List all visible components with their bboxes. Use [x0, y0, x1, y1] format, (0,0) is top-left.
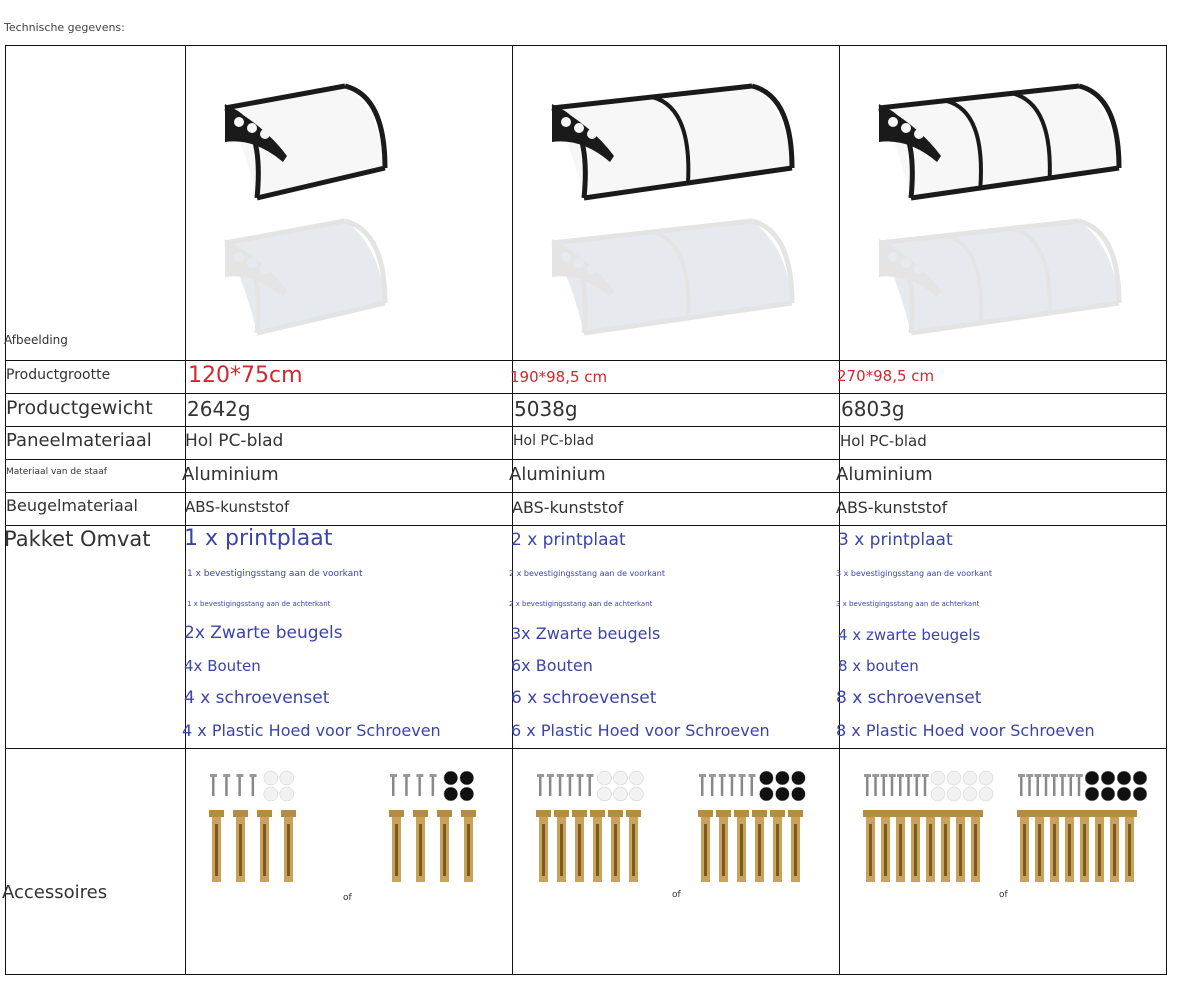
row-label-rod: Materiaal van de staaf	[6, 467, 107, 477]
screw-cap	[1085, 771, 1099, 785]
screw	[731, 776, 734, 796]
bolt-slit	[443, 824, 446, 876]
screw	[899, 776, 902, 796]
bolt-nut	[752, 810, 767, 817]
panel-material: Hol PC-blad	[513, 433, 594, 449]
bolt-slit	[722, 824, 725, 876]
screw	[874, 776, 877, 796]
screw-head	[1068, 774, 1075, 777]
package-item: 2 x printplaat	[511, 530, 626, 550]
bolt-nut	[461, 810, 476, 817]
screw-head	[1051, 774, 1058, 777]
row-divider	[6, 492, 1166, 493]
package-item: 8 x bouten	[838, 657, 919, 675]
screw-head	[547, 774, 554, 777]
bolt-slit	[467, 824, 470, 876]
screw-cap	[1117, 787, 1131, 801]
bolt-nut	[863, 810, 878, 817]
bolt-slit	[263, 824, 266, 876]
package-item: 6 x Plastic Hoed voor Schroeven	[511, 721, 770, 740]
bolt-slit	[944, 824, 947, 876]
product-image	[187, 48, 510, 358]
screw	[549, 776, 552, 796]
screw-head	[709, 774, 716, 777]
screw-head	[577, 774, 584, 777]
row-label-panel: Paneelmateriaal	[6, 430, 152, 451]
bolt-nut	[389, 810, 404, 817]
bracket-material: ABS-kunststof	[185, 498, 290, 516]
bolt-nut	[908, 810, 923, 817]
panel-material: Hol PC-blad	[185, 431, 284, 451]
screw	[1020, 776, 1023, 796]
screw	[539, 776, 542, 796]
package-item: 2 x bevestigingsstang aan de achterkant	[509, 600, 653, 608]
row-divider	[6, 360, 1166, 361]
screw-cap	[963, 787, 977, 801]
screw	[751, 776, 754, 796]
row-label-package: Pakket Omvat	[4, 527, 151, 551]
screw	[225, 776, 228, 796]
screw-head	[403, 774, 410, 777]
awning-image-2-panel	[514, 48, 837, 358]
bolt-slit	[929, 824, 932, 876]
bolt-nut	[938, 810, 953, 817]
bolt-nut	[626, 810, 641, 817]
bolt-nut	[413, 810, 428, 817]
screw-cap	[613, 787, 627, 801]
screw-head	[557, 774, 564, 777]
bracket-hole	[234, 117, 244, 127]
or-label: of	[999, 890, 1008, 900]
accessories-image	[514, 750, 837, 974]
screw-cap	[613, 771, 627, 785]
package-item: 4x Bouten	[184, 657, 261, 675]
screw-cap	[775, 787, 789, 801]
bolt-nut	[233, 810, 248, 817]
screw	[212, 776, 215, 796]
screw-head	[1035, 774, 1042, 777]
row-divider	[6, 393, 1166, 394]
bolt-slit	[1068, 824, 1071, 876]
screw	[883, 776, 886, 796]
accessories-2	[514, 750, 837, 974]
screw-head	[1059, 774, 1066, 777]
bolt-nut	[1017, 810, 1032, 817]
bolt-nut	[590, 810, 605, 817]
screw-cap	[1101, 771, 1115, 785]
bolt-slit	[794, 824, 797, 876]
package-item: 3 x bevestigingsstang aan de voorkant	[836, 569, 992, 578]
bracket-hole	[574, 123, 584, 133]
package-item: 3 x bevestigingsstang aan de achterkant	[836, 600, 980, 608]
package-item: 2x Zwarte beugels	[184, 623, 343, 643]
screw-cap	[947, 787, 961, 801]
or-label: of	[672, 890, 681, 900]
row-label-weight: Productgewicht	[6, 397, 153, 419]
product-size: 120*75cm	[188, 363, 303, 388]
bolt-nut	[437, 810, 452, 817]
screw-cap	[775, 771, 789, 785]
screw-cap	[444, 787, 458, 801]
screw	[741, 776, 744, 796]
bolt-nut	[716, 810, 731, 817]
screw-head	[905, 774, 912, 777]
bolt-nut	[698, 810, 713, 817]
accessories-image	[841, 750, 1164, 974]
screw-cap	[460, 787, 474, 801]
bracket-material: ABS-kunststof	[512, 498, 624, 517]
screw	[1045, 776, 1048, 796]
screw	[1070, 776, 1073, 796]
screw-cap	[791, 771, 805, 785]
bolt-slit	[419, 824, 422, 876]
package-item: 3x Zwarte beugels	[511, 624, 661, 643]
screw	[569, 776, 572, 796]
bolt-slit	[1113, 824, 1116, 876]
bolt-slit	[704, 824, 707, 876]
screw-cap	[597, 787, 611, 801]
bolt-slit	[596, 824, 599, 876]
bolt-nut	[734, 810, 749, 817]
package-item: 6x Bouten	[511, 656, 593, 675]
bolt-slit	[1083, 824, 1086, 876]
accessories-3	[841, 750, 1164, 974]
row-divider	[6, 459, 1166, 460]
panel-material: Hol PC-blad	[840, 432, 927, 450]
screw-head	[567, 774, 574, 777]
screw	[701, 776, 704, 796]
bolt-slit	[215, 824, 218, 876]
screw	[432, 776, 435, 796]
screw	[1053, 776, 1056, 796]
bracket-hole	[914, 264, 924, 274]
bracket-hole	[901, 258, 911, 268]
screw-cap	[264, 771, 278, 785]
screw-head	[1026, 774, 1033, 777]
package-item: 2 x bevestigingsstang aan de voorkant	[509, 569, 665, 578]
screw-cap	[931, 771, 945, 785]
screw-head	[236, 774, 243, 777]
screw	[559, 776, 562, 796]
screw-cap	[629, 771, 643, 785]
product-image	[514, 48, 837, 358]
bolt-slit	[239, 824, 242, 876]
rod-material: Aluminium	[509, 464, 606, 485]
product-weight: 5038g	[514, 397, 578, 421]
package-item: 4 x zwarte beugels	[838, 626, 981, 644]
screw-head	[914, 774, 921, 777]
bolt-nut	[608, 810, 623, 817]
screw-head	[889, 774, 896, 777]
bolt-slit	[1128, 824, 1131, 876]
bolt-nut	[1107, 810, 1122, 817]
bracket-hole	[247, 123, 257, 133]
bolt-nut	[1047, 810, 1062, 817]
bolt-slit	[1098, 824, 1101, 876]
screw	[711, 776, 714, 796]
or-label: of	[343, 893, 352, 903]
bracket-hole	[901, 123, 911, 133]
screw-cap	[460, 771, 474, 785]
screw	[891, 776, 894, 796]
bolt-nut	[1092, 810, 1107, 817]
screw-head	[430, 774, 437, 777]
screw-cap	[791, 787, 805, 801]
package-item: 1 x printplaat	[184, 526, 333, 551]
bolt-slit	[542, 824, 545, 876]
package-item: 4 x Plastic Hoed voor Schroeven	[182, 721, 441, 740]
screw-cap	[444, 771, 458, 785]
bolt-nut	[1032, 810, 1047, 817]
bolt-slit	[287, 824, 290, 876]
bolt-nut	[893, 810, 908, 817]
screw	[238, 776, 241, 796]
screw-head	[210, 774, 217, 777]
bolt-slit	[632, 824, 635, 876]
bracket-hole	[574, 258, 584, 268]
awning-image-3-panel	[841, 48, 1164, 358]
screw-cap	[280, 787, 294, 801]
bolt-nut	[257, 810, 272, 817]
screw-cap	[931, 787, 945, 801]
package-item: 1 x bevestigingsstang aan de voorkant	[187, 569, 363, 579]
screw-cap	[1085, 787, 1099, 801]
screw	[907, 776, 910, 796]
screw-cap	[1101, 787, 1115, 801]
bolt-slit	[869, 824, 872, 876]
screw-head	[881, 774, 888, 777]
bolt-nut	[788, 810, 803, 817]
row-divider	[6, 748, 1166, 749]
bracket-material: ABS-kunststof	[836, 498, 948, 517]
screw	[392, 776, 395, 796]
screw-cap	[759, 787, 773, 801]
screw-head	[699, 774, 706, 777]
screw	[579, 776, 582, 796]
screw-cap	[963, 771, 977, 785]
product-image	[841, 48, 1164, 358]
bracket-hole	[561, 117, 571, 127]
bolt-nut	[536, 810, 551, 817]
spec-table	[2, 45, 1167, 975]
bolt-nut	[968, 810, 983, 817]
bolt-slit	[959, 824, 962, 876]
screw-cap	[979, 787, 993, 801]
bolt-nut	[770, 810, 785, 817]
bracket-hole	[914, 129, 924, 139]
bolt-slit	[914, 824, 917, 876]
bolt-nut	[1062, 810, 1077, 817]
bracket-hole	[888, 252, 898, 262]
screw-cap	[1133, 771, 1147, 785]
screw-head	[1076, 774, 1083, 777]
screw-cap	[947, 771, 961, 785]
bolt-slit	[899, 824, 902, 876]
bolt-nut	[572, 810, 587, 817]
screw	[916, 776, 919, 796]
rod-material: Aluminium	[182, 464, 279, 485]
screw	[924, 776, 927, 796]
screw	[1078, 776, 1081, 796]
bracket-hole	[587, 264, 597, 274]
bracket-hole	[587, 129, 597, 139]
screw	[1028, 776, 1031, 796]
bolt-slit	[1038, 824, 1041, 876]
screw-head	[1043, 774, 1050, 777]
bolt-nut	[878, 810, 893, 817]
screw-cap	[264, 787, 278, 801]
bracket-hole	[260, 129, 270, 139]
awning-image-1-panel	[187, 48, 510, 358]
screw-head	[537, 774, 544, 777]
screw-cap	[979, 771, 993, 785]
screw-head	[587, 774, 594, 777]
row-label-image: Afbeelding	[4, 333, 68, 347]
bolt-nut	[281, 810, 296, 817]
product-weight: 6803g	[841, 397, 905, 421]
package-item: 1 x bevestigingsstang aan de achterkant	[187, 600, 331, 608]
product-size: 190*98,5 cm	[510, 368, 608, 386]
screw-cap	[597, 771, 611, 785]
product-weight: 2642g	[187, 397, 251, 421]
package-item: 6 x schroevenset	[511, 688, 657, 708]
bolt-slit	[578, 824, 581, 876]
rod-material: Aluminium	[836, 464, 933, 485]
bolt-nut	[923, 810, 938, 817]
row-label-accessories: Accessoires	[2, 882, 108, 903]
bolt-slit	[614, 824, 617, 876]
screw	[866, 776, 869, 796]
screw	[1061, 776, 1064, 796]
screw	[418, 776, 421, 796]
accessories-1	[187, 750, 510, 974]
bolt-slit	[1053, 824, 1056, 876]
screw-cap	[280, 771, 294, 785]
screw-head	[729, 774, 736, 777]
row-label-bracket: Beugelmateriaal	[6, 496, 138, 515]
bolt-nut	[554, 810, 569, 817]
bolt-slit	[884, 824, 887, 876]
screw	[721, 776, 724, 796]
bracket-hole	[561, 252, 571, 262]
screw-head	[897, 774, 904, 777]
bolt-nut	[1077, 810, 1092, 817]
bolt-slit	[776, 824, 779, 876]
bracket-hole	[234, 252, 244, 262]
screw-cap	[629, 787, 643, 801]
screw	[1037, 776, 1040, 796]
table-caption: Technische gegevens:	[4, 21, 125, 34]
row-divider	[6, 525, 1166, 526]
bracket-hole	[888, 117, 898, 127]
screw-head	[922, 774, 929, 777]
package-item: 4 x schroevenset	[184, 688, 330, 708]
screw-head	[739, 774, 746, 777]
product-size: 270*98,5 cm	[837, 367, 935, 385]
row-label-size: Productgrootte	[6, 367, 111, 383]
screw	[405, 776, 408, 796]
screw-head	[719, 774, 726, 777]
screw-cap	[1117, 771, 1131, 785]
bolt-nut	[953, 810, 968, 817]
bracket-hole	[247, 258, 257, 268]
screw-head	[1018, 774, 1025, 777]
screw-head	[749, 774, 756, 777]
screw-head	[864, 774, 871, 777]
bolt-slit	[758, 824, 761, 876]
screw-cap	[1133, 787, 1147, 801]
screw-head	[416, 774, 423, 777]
screw-cap	[759, 771, 773, 785]
package-item: 8 x schroevenset	[836, 688, 982, 708]
bolt-slit	[974, 824, 977, 876]
screw-head	[872, 774, 879, 777]
bolt-slit	[395, 824, 398, 876]
bolt-slit	[740, 824, 743, 876]
bolt-slit	[560, 824, 563, 876]
screw	[589, 776, 592, 796]
bolt-slit	[1023, 824, 1026, 876]
bolt-nut	[1122, 810, 1137, 817]
bolt-nut	[209, 810, 224, 817]
screw	[252, 776, 255, 796]
screw-head	[250, 774, 257, 777]
screw-head	[390, 774, 397, 777]
package-item: 3 x printplaat	[838, 530, 953, 550]
bracket-hole	[260, 264, 270, 274]
row-divider	[6, 426, 1166, 427]
screw-head	[223, 774, 230, 777]
accessories-image	[187, 750, 510, 974]
package-item: 8 x Plastic Hoed voor Schroeven	[836, 721, 1095, 740]
